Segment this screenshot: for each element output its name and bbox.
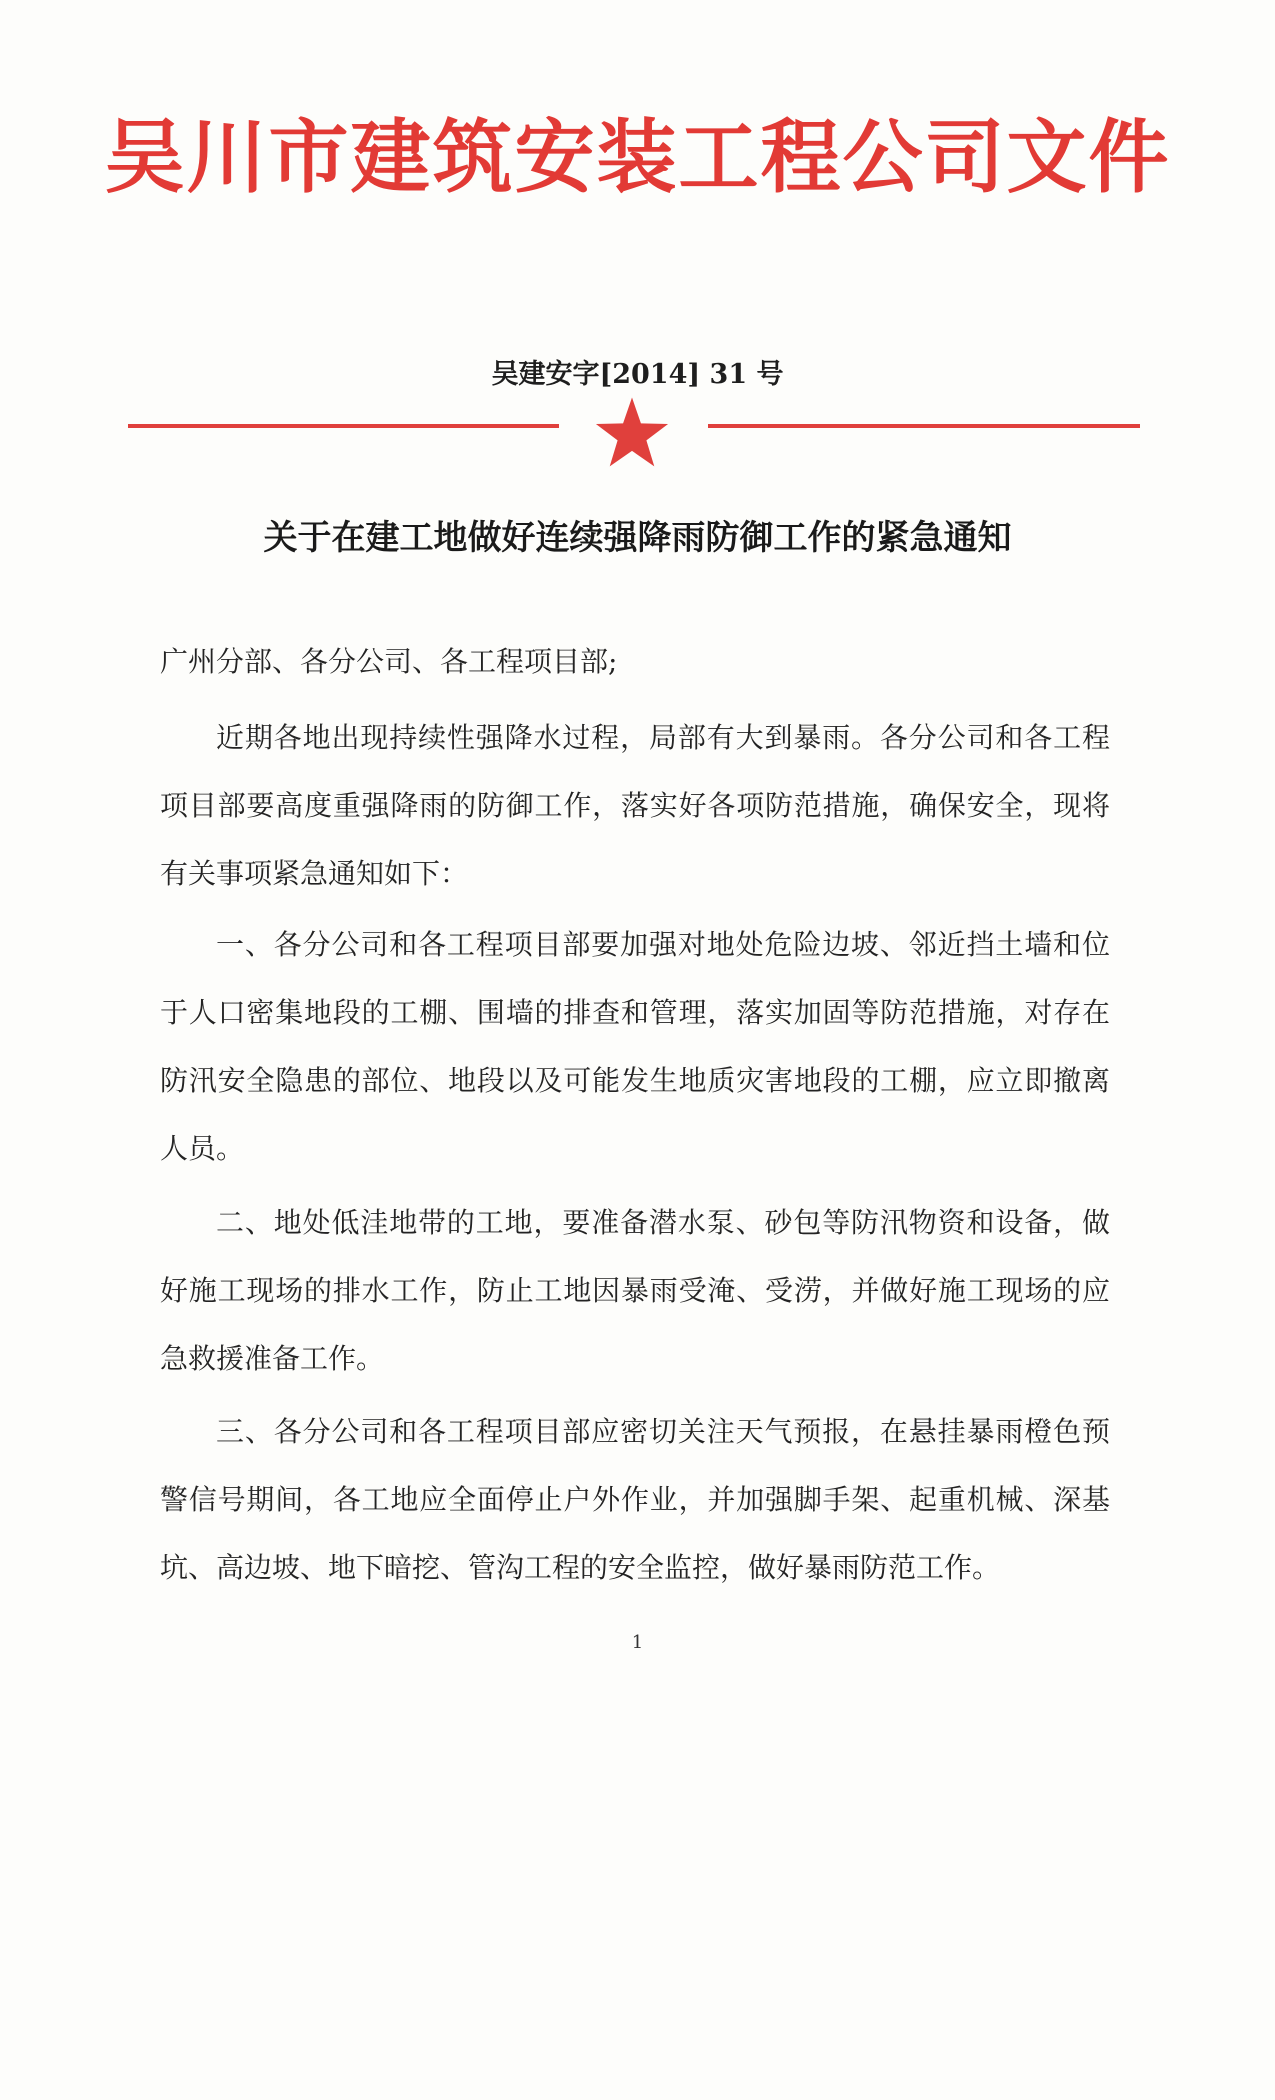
salutation: 广州分部、各分公司、各工程项目部; (160, 645, 618, 678)
paragraph-item-3: 三、各分公司和各工程项目部应密切关注天气预报，在悬挂暴雨橙色预警信号期间，各工地应全面停止户外作业，并加强脚手架、起重机械、深基坑、高边坡、地下暗挖、管沟工程的安全监控，做好暴雨防范工作。 (160, 1415, 1110, 1584)
notice-title: 关于在建工地做好连续强降雨防御工作的紧急通知 (263, 518, 1012, 558)
paragraph-intro: 近期各地出现持续性强降水过程，局部有大到暴雨。各分公司和各工程项目部要高度重强降雨的防御工作，落实好各项防范措施，确保安全，现将有关事项紧急通知如下： (160, 721, 1110, 890)
paragraph-item-2: 二、地处低洼地带的工地，要准备潜水泵、砂包等防汛物资和设备，做好施工现场的排水工作，防止工地因暴雨受淹、受涝，并做好施工现场的应急救援准备工作。 (160, 1206, 1110, 1375)
header-rule-left (128, 424, 559, 428)
star-icon (594, 396, 670, 468)
star-shape (596, 398, 668, 467)
page-number: 1 (631, 1632, 644, 1653)
header-rule-right (708, 424, 1140, 428)
document-number: 吴建安字[2014] 31 号 (491, 359, 784, 390)
paragraph-item-1: 一、各分公司和各工程项目部要加强对地处危险边坡、邻近挡土墙和位于人口密集地段的工棚、围墙的排查和管理，落实加固等防范措施，对存在防汛安全隐患的部位、地段以及可能发生地质灾害地段的工棚，应立即撤离人员。 (160, 928, 1110, 1165)
organization-header: 吴川市建筑安装工程公司文件 (104, 111, 1171, 204)
